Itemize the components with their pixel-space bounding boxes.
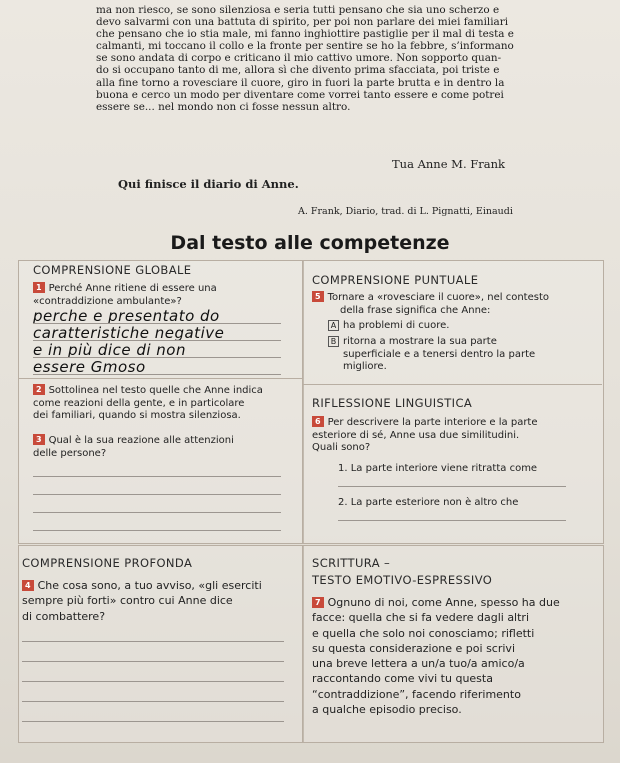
question-1 [33,282,217,308]
passage-line: do si occupano tanto di me, allora sì che divento prima sfacciata, poi triste e [96,64,500,77]
question-number: 1 [33,282,45,293]
passage-line: se sono andata di corpo e criticano il mio cattivo umore. Non sopporto quan- [96,52,502,65]
question-text: delle persone? [33,447,107,459]
question-text: dei familiari, quando si mostra silenziosa. [33,410,241,421]
question-number: 3 [33,434,45,445]
answer-line[interactable] [33,530,281,531]
answer-line [33,357,281,358]
passage-line: alla fine torno a rovesciare il cuore, giro in fuori la parte brutta e in dentro la [96,76,505,89]
handwritten-answer: e in più dice di non [33,341,186,359]
question-text: Per descrivere la parte interiore e la parte [327,417,538,428]
answer-line[interactable] [22,721,284,722]
question-4 [22,578,262,624]
passage-line: buona e cerco un modo per diventare come vorrei tanto essere e come potrei [96,88,504,101]
question-text: Tornare a «rovesciare il cuore», nel contesto [327,292,550,303]
answer-line[interactable] [33,512,281,513]
banner-title: Dal testo alle competenze [170,232,450,254]
divider-globale [18,378,302,379]
question-text: e quella che solo noi conosciamo; rifletti [312,626,535,640]
option-letter: B [328,336,339,347]
option-a[interactable] [328,320,449,333]
answer-line [33,374,281,375]
handwritten-answer: perche e presentato do [33,307,220,325]
question-7 [312,595,560,717]
question-3 [33,434,234,460]
passage-line: ma non riesco, se sono silenziosa e seria tutti pensano che sia uno scherzo e [96,4,500,16]
box-comprensione-profonda [18,545,304,743]
answer-line[interactable] [22,681,284,682]
answer-line[interactable] [338,486,566,487]
answer-line[interactable] [22,701,284,702]
answer-line [33,323,281,324]
question-5 [312,291,549,317]
question-text: Sottolinea nel testo quelle che Anne indica [48,385,263,396]
question-2 [33,384,263,423]
heading-comprensione-profonda: COMPRENSIONE PROFONDA [22,556,193,570]
question-text: “contraddizione”, facendo riferimento [312,687,521,701]
passage-line: devo salvarmi con una battuta di spirito, per poi non parlare dei miei familiari [96,16,509,29]
heading-riflessione-linguistica: RIFLESSIONE LINGUISTICA [312,396,473,410]
question-number: 4 [22,580,34,591]
option-text: ritorna a mostrare la sua parte [343,336,497,347]
passage-line: essere se... nel mondo non ci fosse nessun altro. [96,100,351,113]
question-text: a qualche episodio preciso. [312,703,462,717]
similitude-item-1: 1. La parte interiore viene ritratta come [338,463,538,474]
question-text: Perché Anne ritiene di essere una [48,283,217,294]
question-text: una breve lettera a un/a tuo/a amico/a [312,657,525,671]
diary-passage [96,4,546,113]
question-number: 7 [312,597,324,608]
divider-puntuale [302,384,602,385]
question-number: 5 [312,291,324,302]
answer-line [33,340,281,341]
question-text: Qual è la sua reazione alle attenzioni [48,435,234,446]
answer-line[interactable] [22,661,284,662]
citation: A. Frank, Diario, trad. di L. Pignatti, Einaudi [298,206,513,217]
similitude-item-2: 2. La parte esteriore non è altro che [338,497,519,508]
question-number: 2 [33,384,45,395]
question-text: come reazioni della gente, e in particolare [33,397,245,409]
answer-line[interactable] [33,476,281,477]
section-banner [0,226,620,260]
option-text: migliore. [343,361,387,372]
handwritten-answer: caratteristiche negative [33,324,225,342]
answer-line[interactable] [338,520,566,521]
closing-line: Qui finisce il diario di Anne. [118,177,299,191]
question-text: raccontando come vivi tu questa [312,672,493,686]
passage-line: calmanti, mi toccano il collo e la fronte per sentire se ho la febbre, s’informano [96,40,514,53]
heading-scrittura: SCRITTURA – [312,556,391,570]
question-text: di combattere? [22,609,106,623]
question-text: Quali sono? [312,442,371,453]
passage-line: che pensano che io stia male, mi fanno inghiottire pastiglie per il mal di testa e [96,28,514,41]
option-b[interactable] [328,336,535,374]
question-text: Che cosa sono, a tuo avviso, «gli eserciti [37,579,262,592]
heading-comprensione-puntuale: COMPRENSIONE PUNTUALE [312,273,479,287]
answer-line[interactable] [22,641,284,642]
heading-comprensione-globale: COMPRENSIONE GLOBALE [33,263,192,277]
handwritten-answer: essere Gmoso [33,358,146,376]
question-text: esteriore di sé, Anne usa due similitudini. [312,429,520,441]
answer-line[interactable] [33,494,281,495]
option-text: superficiale e a tenersi dentro la parte [343,348,536,360]
option-letter: A [328,320,339,331]
question-number: 6 [312,416,324,427]
option-text: ha problemi di cuore. [343,320,450,331]
heading-testo-emotivo: TESTO EMOTIVO-ESPRESSIVO [312,573,493,587]
signature: Tua Anne M. Frank [392,157,505,171]
question-text: sempre più forti» contro cui Anne dice [22,594,233,608]
question-6 [312,416,538,455]
question-text: Ognuno di noi, come Anne, spesso ha due [327,596,560,609]
question-text: facce: quella che si fa vedere dagli altri [312,611,530,625]
question-text: della frase significa che Anne: [340,304,491,316]
question-text: «contraddizione ambulante»? [33,295,182,307]
question-text: su questa considerazione e poi scrivi [312,641,516,655]
